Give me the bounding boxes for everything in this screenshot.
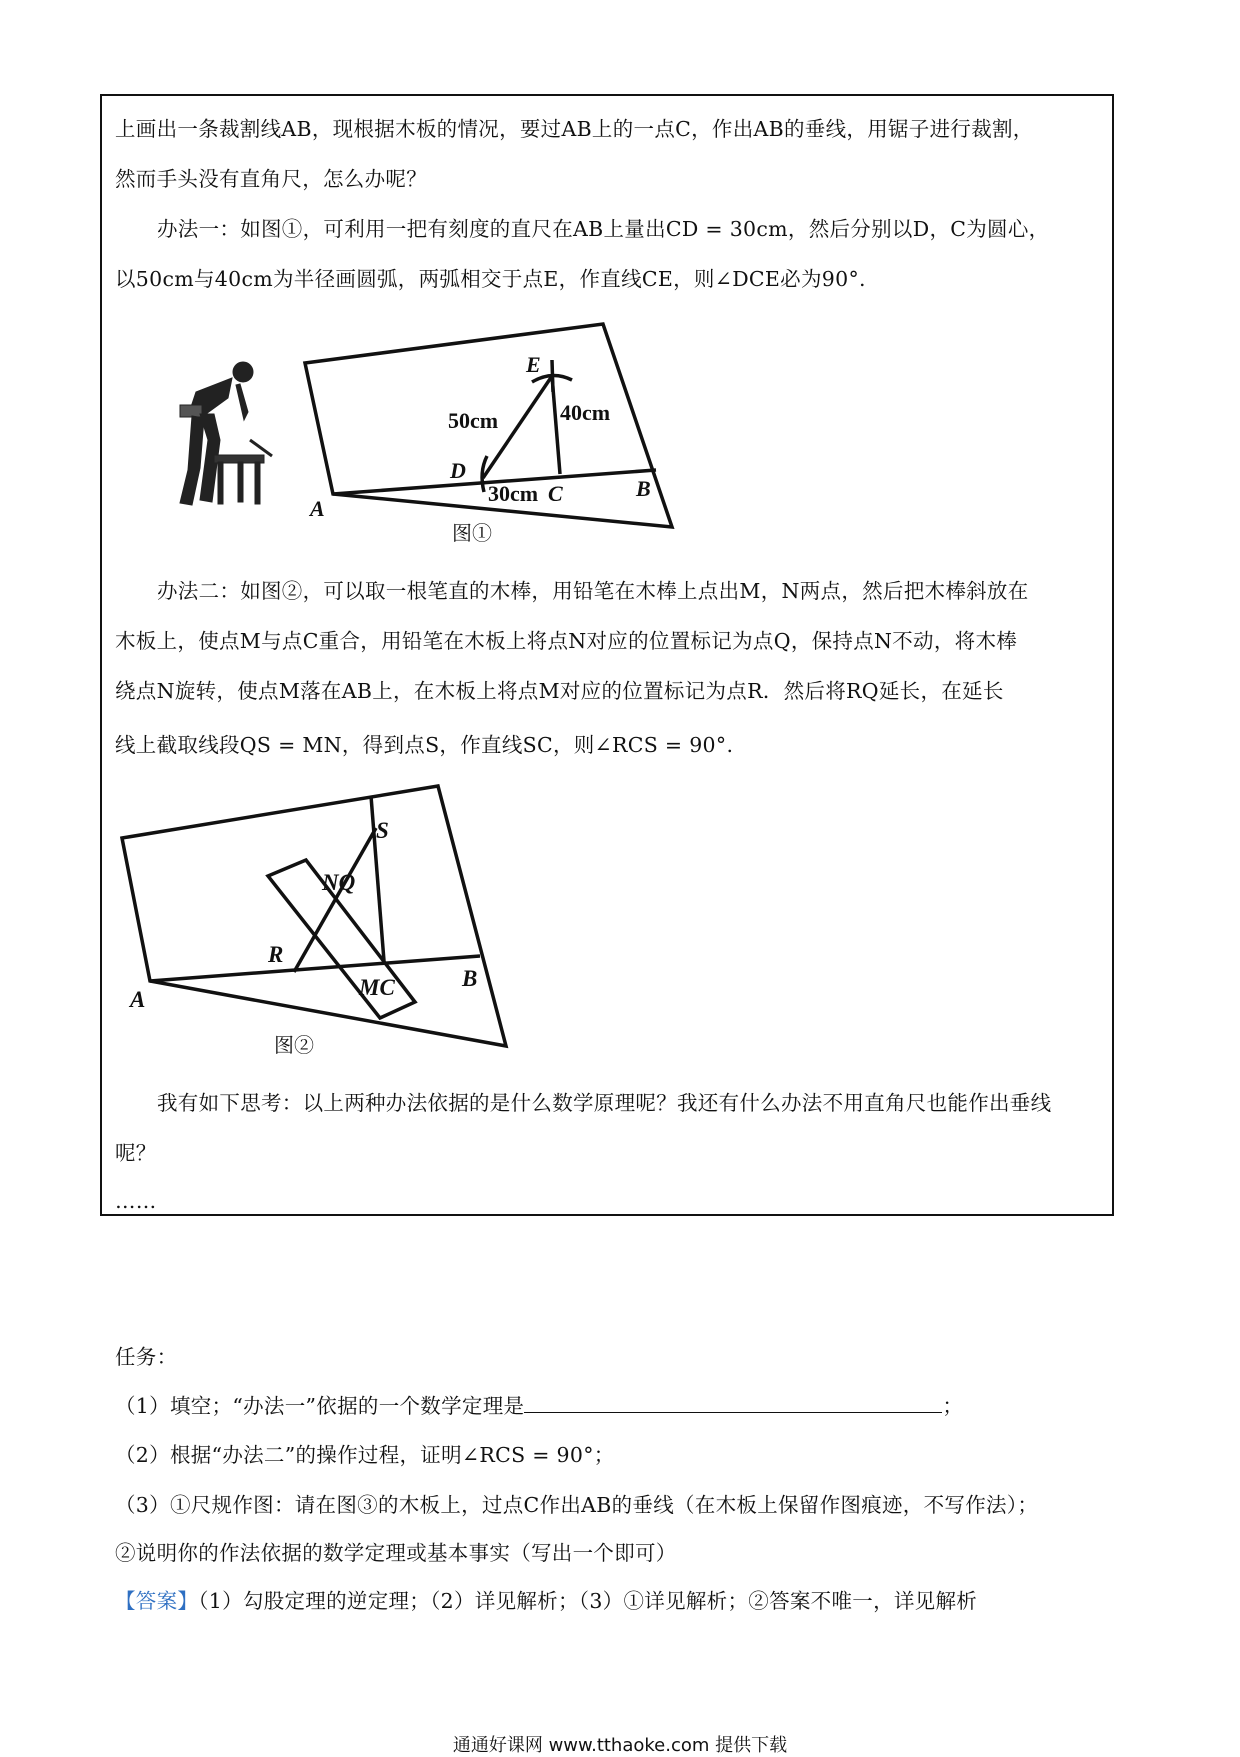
task-1-text: （1）填空；“办法一”依据的一个数学定理是 [115,1394,525,1418]
ellipsis: …… [115,1189,157,1213]
task-1-blank[interactable] [524,1392,942,1413]
task-1 [115,1392,1105,1419]
method1-line-2: 以50cm与40cm为半径画圆弧，两弧相交于点E，作直线CE，则∠DCE必为90°. [115,267,866,291]
answer-line [115,1588,1105,1614]
label-mc: MC [359,975,395,1000]
task-3b: ②说明你的作法依据的数学定理或基本事实（写出一个即可） [115,1541,677,1565]
board-outline [122,786,506,1046]
method2-line-4: 线上截取线段QS = MN，得到点S，作直线SC，则∠RCS = 90°. [115,733,734,757]
label-b: B [462,966,478,991]
figure-2-caption: 图② [274,1035,314,1057]
label-b: B [636,476,651,501]
label-nq: NQ [322,870,356,895]
label-c: C [548,481,563,506]
answer-text: （1）勾股定理的逆定理；（2）详见解析；（3）①详见解析；②答案不唯一，详见解析 [198,1589,978,1613]
label-e: E [526,352,541,377]
figure-1 [150,318,710,548]
label-s: S [376,818,389,843]
method2-line-1: 办法二：如图②，可以取一根笔直的木棒，用铅笔在木棒上点出M，N两点，然后把木棒斜放在 [157,579,1029,603]
method2-line-3: 绕点N旋转，使点M落在AB上，在木板上将点M对应的位置标记为点R．然后将RQ延长，在延长 [115,679,1004,703]
label-30cm: 30cm [488,481,539,506]
tasks-title: 任务： [115,1345,178,1369]
method1-line-1: 办法一：如图①，可利用一把有刻度的直尺在AB上量出CD = 30cm，然后分别以D，C为圆心， [157,217,1050,241]
label-40cm: 40cm [560,400,611,425]
thinking-line-2: 呢？ [115,1141,157,1165]
task-3a: （3）①尺规作图：请在图③的木板上，过点C作出AB的垂线（在木板上保留作图痕迹，不写作法）； [115,1493,1039,1517]
answer-tag: 【答案】 [115,1589,199,1613]
text-line-1: 上画出一条裁割线AB，现根据木板的情况，要过AB上的一点C，作出AB的垂线，用锯子进行裁割， [115,117,1034,141]
label-a: A [130,987,146,1012]
cut-line-ab [150,956,480,981]
method2-line-2: 木板上，使点M与点C重合，用铅笔在木板上将点N对应的位置标记为点Q，保持点N不动，将木棒 [115,629,1018,653]
arc-e-2 [552,360,553,392]
label-r: R [268,942,284,967]
figure-1-caption: 图① [452,523,492,545]
thinking-line-1: 我有如下思考：以上两种办法依据的是什么数学原理呢？我还有什么办法不用直角尺也能作出垂线 [157,1091,1052,1115]
figure-2 [110,770,530,1060]
task-2: （2）根据“办法二”的操作过程，证明∠RCS = 90°； [115,1443,615,1467]
label-50cm: 50cm [448,408,499,433]
task-1-end: ； [942,1394,964,1418]
label-a: A [310,496,325,521]
text-line-2: 然而手头没有直角尺，怎么办呢？ [115,167,427,191]
footer-watermark: 通通好课网 www.tthaoke.com 提供下载 [452,1735,788,1756]
label-d: D [450,458,466,483]
worker-illustration [180,362,272,505]
